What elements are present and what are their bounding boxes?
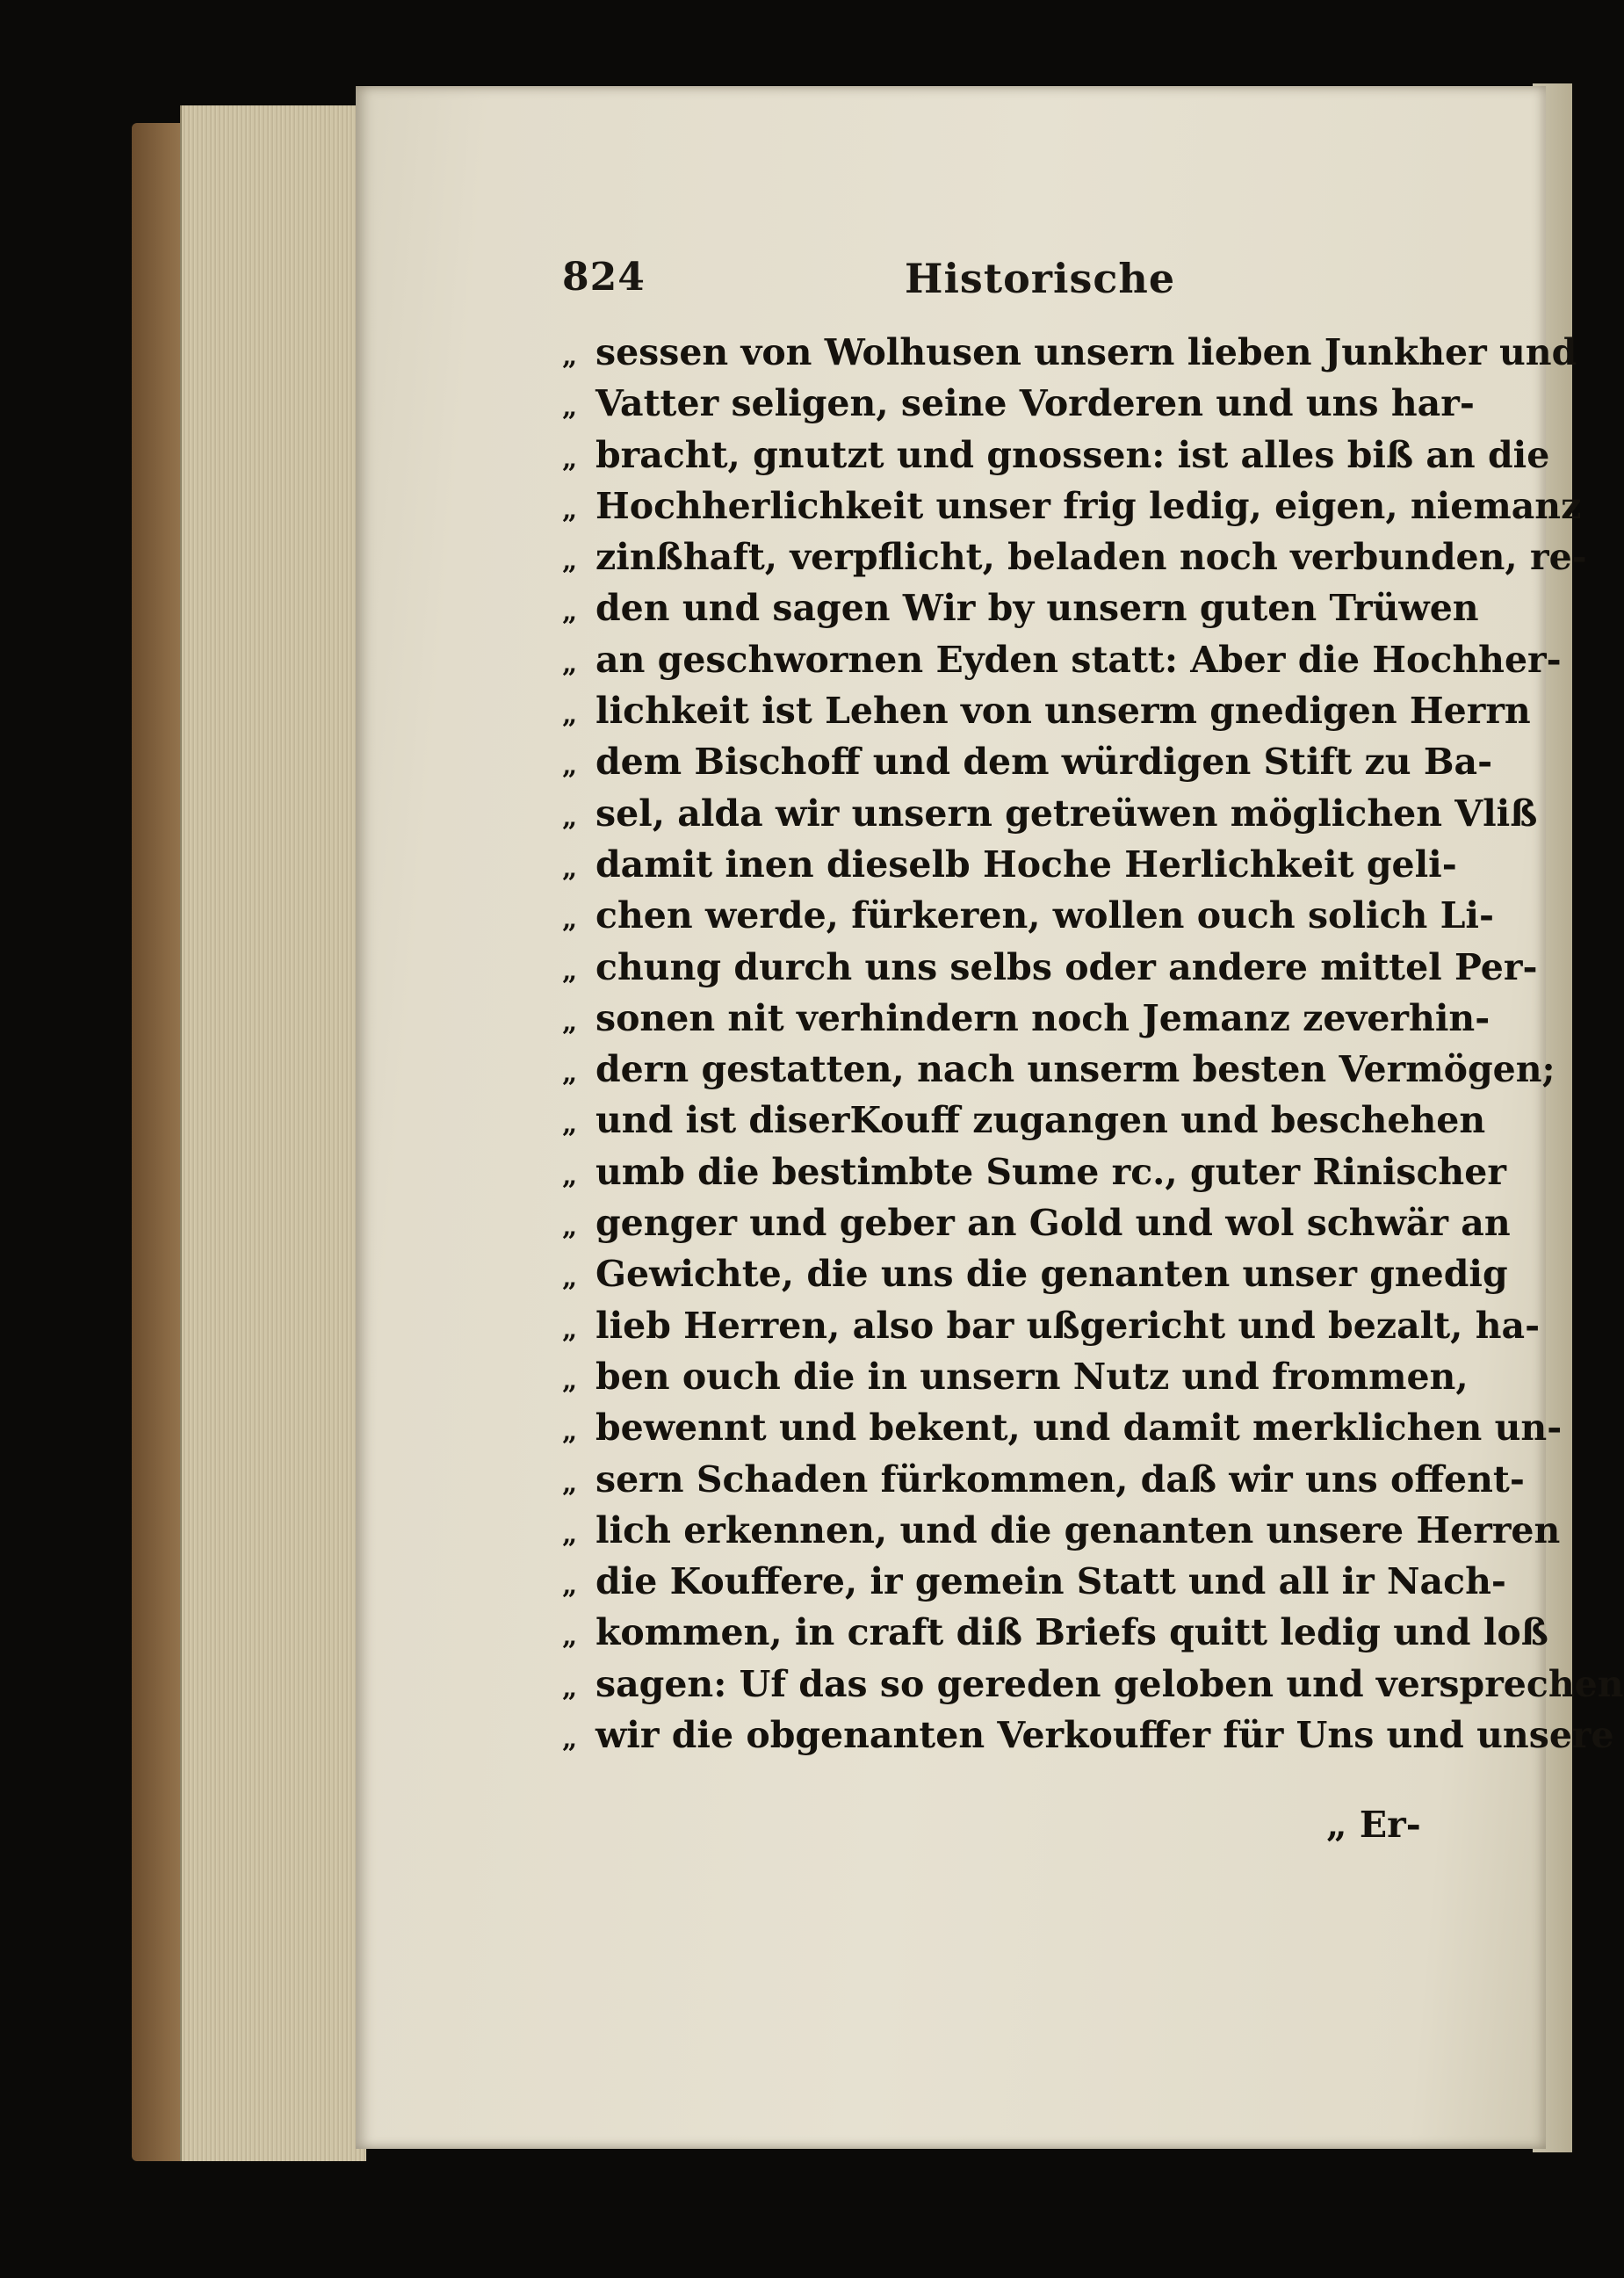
quote-mark: „ [562,1109,578,1140]
line-text: lich erkennen, und die genanten unsere Herren [595,1508,1561,1551]
text-line [562,1044,1555,1095]
line-text: und ist diserKouff zugangen und beschehen [595,1099,1486,1142]
line-text: wir die obgenanten Verkouffer für Uns und unsere [595,1714,1614,1757]
text-line [562,582,1479,633]
page-number: 824 [562,255,646,300]
line-text: lichkeit ist Lehen von unserm gnedigen Herrn [595,690,1531,733]
quote-mark: „ [562,443,578,474]
line-text: dem Bischoff und dem würdigen Stift zu Ba- [595,741,1493,784]
quote-mark: „ [562,647,578,679]
text-line [562,1710,1614,1761]
quote-mark: „ [562,955,578,987]
quote-mark: „ [562,1570,578,1602]
text-line [562,736,1493,787]
quote-mark: „ [562,1621,578,1652]
line-text: ben ouch die in unsern Nutz und frommen, [595,1355,1469,1398]
text-line [562,1248,1508,1299]
quote-mark: „ [562,1211,578,1243]
text-line [562,788,1538,839]
line-text: Hochherlichkeit unser frig ledig, eigen, niemanz [595,484,1582,527]
line-text: zinßhaft, verpflicht, beladen noch verbunden, re- [595,536,1587,579]
text-line [562,1556,1506,1607]
line-text: chung durch uns selbs oder andere mittel Per- [595,945,1538,988]
quote-mark: „ [562,750,578,782]
line-text: genger und geber an Gold und wol schwär an [595,1202,1511,1245]
text-line [562,1454,1525,1505]
text-line [562,327,1577,378]
text-line [562,634,1562,685]
text-line [562,839,1457,890]
line-text: lieb Herren, also bar ußgericht und bezalt, ha- [595,1304,1541,1347]
quote-mark: „ [562,597,578,628]
quote-mark: „ [562,494,578,525]
line-text: bewennt und bekent, und damit merklichen un- [595,1407,1563,1450]
text-line [562,1146,1506,1197]
text-line [562,1659,1624,1710]
quote-mark: „ [562,1262,578,1294]
line-text: sel, alda wir unsern getreüwen möglichen Vliß [595,792,1538,835]
text-line [562,1095,1486,1146]
page-edges [180,105,366,2161]
quote-mark: „ [562,1724,578,1755]
line-text: bracht, gnutzt und gnossen: ist alles biß an die [595,433,1550,476]
quote-mark: „ [562,1058,578,1089]
line-text: Gewichte, die uns die genanten unser gnedig [595,1253,1508,1296]
text-line [562,1402,1563,1453]
line-text: sern Schaden fürkommen, daß wir uns offent- [595,1457,1525,1501]
text-line [562,685,1531,736]
quote-mark: „ [562,341,578,372]
line-text: sessen von Wolhusen unsern lieben Junkher und [595,331,1577,373]
line-text: umb die bestimbte Sume rc., guter Rinischer [595,1150,1506,1193]
quote-mark: „ [562,1364,578,1396]
page-header [562,255,1449,316]
quote-mark: „ [562,801,578,833]
quote-mark: „ [562,1416,578,1448]
text-line [562,1351,1469,1402]
line-text: kommen, in craft diß Briefs quitt ledig und loß [595,1611,1548,1654]
line-text: an geschwornen Eyden statt: Aber die Hochher- [595,638,1562,681]
line-text: sonen nit verhindern noch Jemanz zeverhin- [595,996,1490,1039]
line-text: den und sagen Wir by unsern guten Trüwen [595,587,1479,630]
line-text: Vatter seligen, seine Vorderen und uns har- [595,382,1475,425]
quote-mark: „ [562,1467,578,1499]
body-text [562,327,1624,1761]
line-text: damit inen dieselb Hoche Herlichkeit geli- [595,842,1457,886]
text-line [562,1197,1511,1248]
text-line [562,378,1475,429]
line-text: dern gestatten, nach unserm besten Vermögen; [595,1048,1555,1091]
quote-mark: „ [562,1160,578,1191]
text-line [562,430,1550,481]
running-head: Historische [905,255,1176,302]
text-line [562,993,1490,1044]
text-line [562,481,1582,532]
text-line [562,942,1538,993]
line-text: die Kouffere, ir gemein Statt und all ir Nach- [595,1560,1506,1603]
quote-mark: „ [562,1672,578,1703]
quote-mark: „ [562,1006,578,1038]
quote-mark: „ [562,1313,578,1345]
line-text: sagen: Uf das so gereden geloben und versprechen [595,1662,1624,1705]
quote-mark: „ [562,392,578,423]
quote-mark: „ [562,546,578,577]
line-text: chen werde, fürkeren, wollen ouch solich Li- [595,894,1495,937]
text-line [562,1505,1561,1556]
quote-mark: „ [562,904,578,936]
text-line [562,1300,1541,1351]
text-line [562,1607,1548,1658]
text-line [562,532,1587,582]
text-line [562,890,1495,941]
quote-mark: „ [562,852,578,884]
quote-mark: „ [562,1518,578,1550]
quote-mark: „ [562,699,578,731]
catchword: „ Er- [1326,1804,1421,1846]
